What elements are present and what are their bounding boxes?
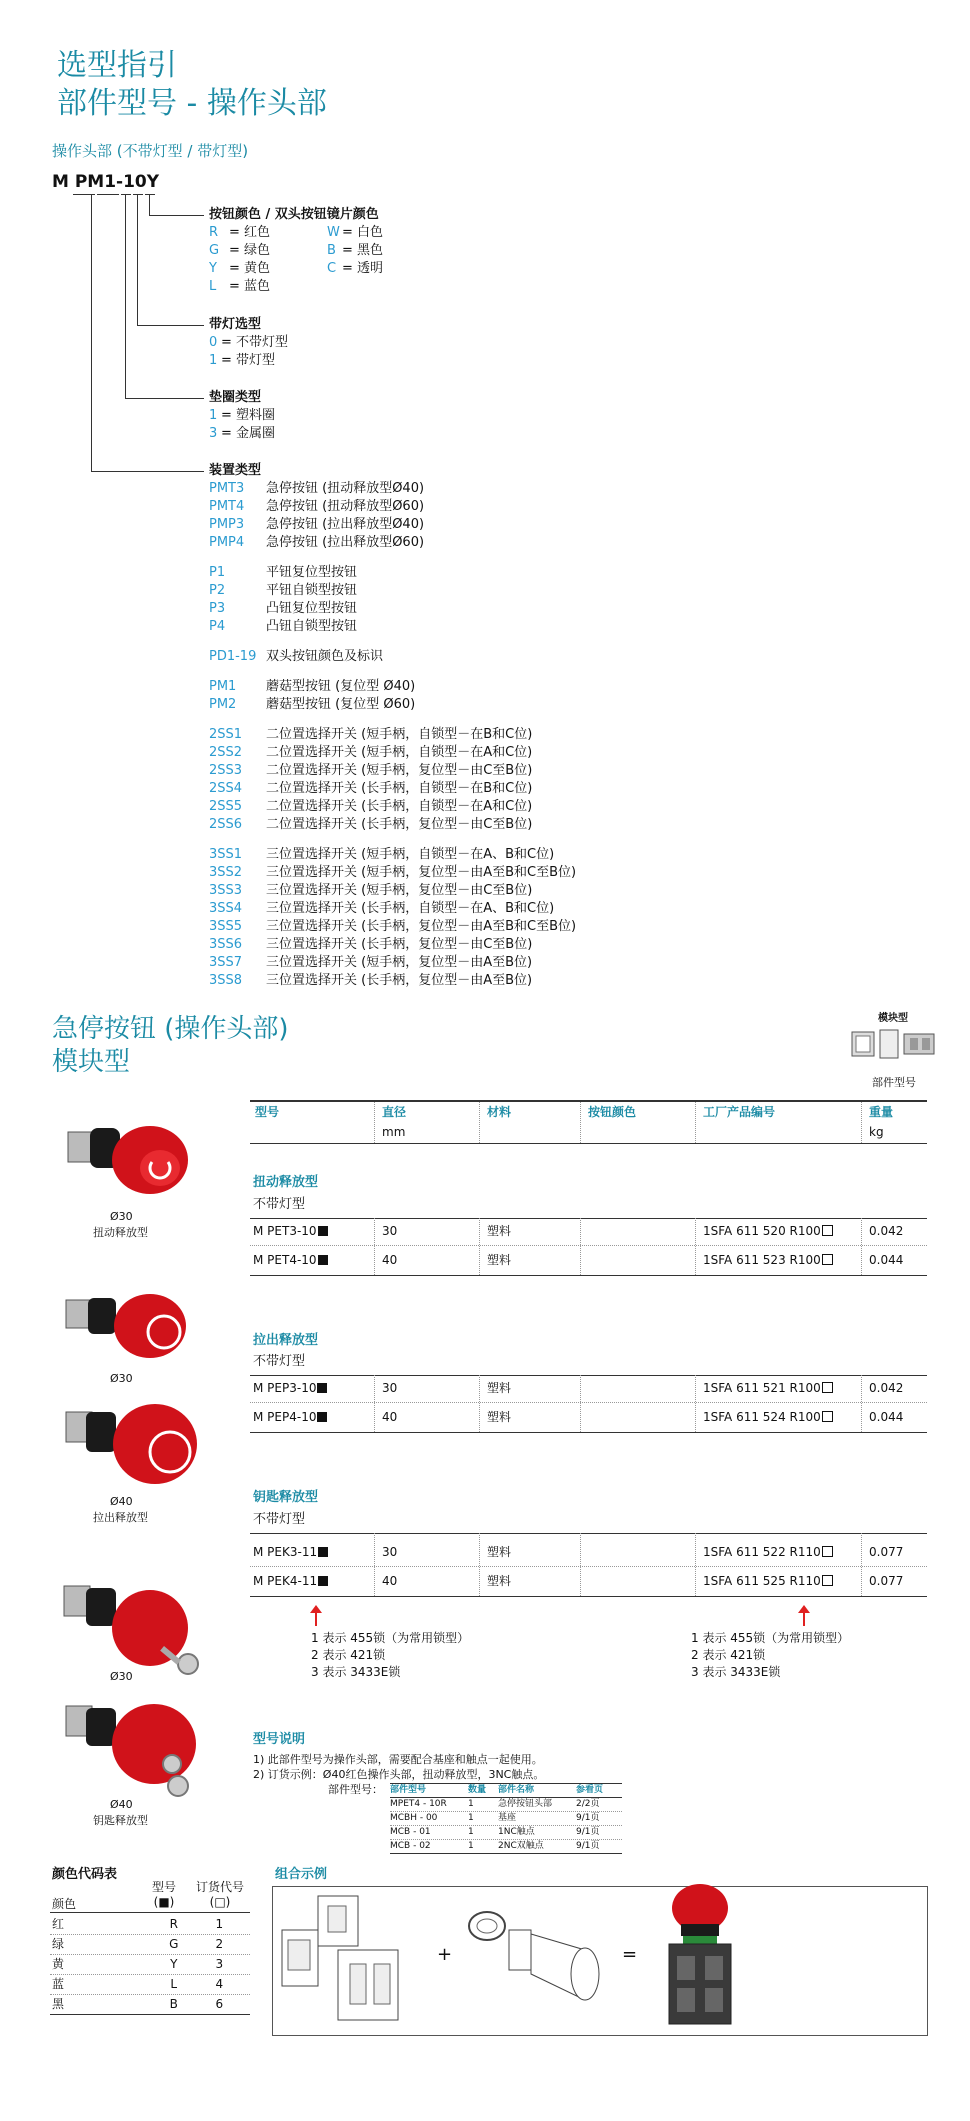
list-item: PMP4 急停按钮 (拉出释放型Ø60) <box>209 535 425 550</box>
section-subtitle: 不带灯型 <box>253 1354 306 1369</box>
col-header: 材料 <box>487 1105 512 1119</box>
page-title-line2: 部件型号 - 操作头部 <box>57 86 327 121</box>
photo-caption-type: 钥匙释放型 <box>93 1814 148 1827</box>
list-item: 3SS6 三位置选择开关 (长手柄，复位型－由C至B位) <box>209 937 533 952</box>
model-code-prefix: M <box>52 172 69 192</box>
color-table-title: 颜色代码表 <box>52 1867 118 1882</box>
col-header: 型号 <box>255 1105 280 1119</box>
list-item: 2SS3 二位置选择开关 (短手柄，复位型－由C至B位) <box>209 763 533 778</box>
col-unit: kg <box>869 1125 884 1139</box>
list-item: P4 凸钮自锁型按钮 <box>209 619 358 634</box>
color-table-col-order: 订货代号 (□) <box>195 1880 244 1909</box>
equals-sign: = <box>622 1944 638 1965</box>
key-release-40-image <box>60 1692 200 1802</box>
section-title: 拉出释放型 <box>253 1333 319 1348</box>
photo-caption-size: Ø40 <box>110 1495 133 1508</box>
photo-caption-size: Ø40 <box>110 1798 133 1811</box>
list-item: 2SS2 二位置选择开关 (短手柄，自锁型－在A和C位) <box>209 745 533 760</box>
table-row: MCB - 01 1 1NC触点 9/1页 <box>390 1826 622 1840</box>
table-row: MCB - 02 1 2NC双触点 9/1页 <box>390 1840 622 1854</box>
pull-release-40-image <box>60 1392 200 1492</box>
list-item: 3SS1 三位置选择开关 (短手柄，自锁型－在A、B和C位) <box>209 847 555 862</box>
module-caption-bottom: 部件型号 <box>872 1076 916 1089</box>
list-item: 3SS5 三位置选择开关 (长手柄，复位型－由A至B和C至B位) <box>209 919 577 934</box>
photo-caption-size: Ø30 <box>110 1372 133 1385</box>
lock-notes-right: 1 表示 455锁（为常用锁型） 2 表示 421锁 3 表示 3433E锁 <box>691 1631 850 1679</box>
base-contacts-image <box>278 1890 418 2030</box>
device-title: 装置类型 <box>209 463 262 478</box>
list-item: P1 平钮复位型按钮 <box>209 565 358 580</box>
model-code <box>52 172 159 192</box>
list-item: 2SS5 二位置选择开关 (长手柄，自锁型－在A和C位) <box>209 799 533 814</box>
list-item: 2SS4 二位置选择开关 (长手柄，自锁型－在B和C位) <box>209 781 533 796</box>
col-header: 工厂产品编号 <box>703 1105 776 1119</box>
col-header: 重量 <box>869 1105 894 1119</box>
arrow-up-icon <box>315 1612 317 1626</box>
list-item: 3SS2 三位置选择开关 (短手柄，复位型－由A至B和C至B位) <box>209 865 577 880</box>
list-item: P2 平钮自锁型按钮 <box>209 583 358 598</box>
list-item: PMP3 急停按钮 (拉出释放型Ø40) <box>209 517 425 532</box>
table-row: MCBH - 00 1 基座 9/1页 <box>390 1812 622 1826</box>
col-header: 按钮颜色 <box>588 1105 637 1119</box>
estop-title: 急停按钮 (操作头部) <box>52 1014 289 1044</box>
section-title: 扭动释放型 <box>253 1175 319 1190</box>
list-item: PD1-19 双头按钮颜色及标识 <box>209 649 384 664</box>
list-item: 3SS8 三位置选择开关 (长手柄，复位型－由A至B位) <box>209 973 533 988</box>
section-subtitle: 不带灯型 <box>253 1512 306 1527</box>
col-header: 直径 <box>382 1105 407 1119</box>
table-row: 黄 Y 3 <box>50 1955 250 1975</box>
list-item: PMT4 急停按钮 (扭动释放型Ø60) <box>209 499 425 514</box>
table-row: 红 R 1 <box>50 1915 250 1935</box>
plus-sign: + <box>437 1944 453 1965</box>
module-caption-top: 模块型 <box>878 1013 908 1024</box>
color-table-col-color: 颜色 <box>52 1897 77 1911</box>
device-list <box>209 480 576 990</box>
list-item: 3SS4 三位置选择开关 (长手柄，自锁型－在A、B和C位) <box>209 901 555 916</box>
estop-subtitle: 模块型 <box>52 1047 131 1077</box>
list-item: PM1 蘑菇型按钮 (复位型 Ø40) <box>209 679 416 694</box>
photo-caption-type: 拉出释放型 <box>93 1511 148 1524</box>
color-title: 按钮颜色 / 双头按钮镜片颜色 <box>209 207 379 222</box>
color-table-col-model: 型号 (■) <box>151 1880 176 1909</box>
ring-title: 垫圈类型 <box>209 390 262 405</box>
page-title-line1: 选型指引 <box>57 48 177 83</box>
model-explain-note2: 2) 订货示例：Ø40红色操作头部，扭动释放型，3NC触点。 <box>253 1768 545 1781</box>
list-item: 3SS7 三位置选择开关 (短手柄，复位型－由A至B位) <box>209 955 533 970</box>
lock-notes-left: 1 表示 455锁（为常用锁型） 2 表示 421锁 3 表示 3433E锁 <box>311 1631 470 1679</box>
model-explain-note1: 1) 此部件型号为操作头部，需要配合基座和触点一起使用。 <box>253 1753 543 1766</box>
photo-caption-size: Ø30 <box>110 1670 133 1683</box>
table-row: MPET4 - 10R 1 急停按钮头部 2/2页 <box>390 1798 622 1812</box>
model-code-main: PM1-10Y <box>74 172 160 192</box>
list-item: P3 凸钮复位型按钮 <box>209 601 358 616</box>
ring-list: 1 = 塑料圈 3 = 金属圈 <box>209 408 276 441</box>
photo-caption-type: 扭动释放型 <box>93 1226 148 1239</box>
key-release-button-image <box>60 1572 200 1682</box>
assembled-estop-image <box>655 1882 745 2032</box>
section-subtitle: 不带灯型 <box>253 1197 306 1212</box>
section-title: 钥匙释放型 <box>253 1490 319 1505</box>
color-list-right: W = 白色 B = 黑色 C = 透明 <box>327 225 384 276</box>
order-example-table: 部件型号 数量 部件名称 参看页 MPET4 - 10R 1 急停按钮头部 2/2页 MCBH - 00 1 基座 9/1页 MCB - 01 1 1NC触点 9/1页 MCB - 02 1 2NC双触点 9/1页 <box>390 1783 622 1854</box>
operator-head-image <box>465 1890 615 2030</box>
table-row: 黑 B 6 <box>50 1995 250 2015</box>
list-item: PM2 蘑菇型按钮 (复位型 Ø60) <box>209 697 416 712</box>
table-row: 绿 G 2 <box>50 1935 250 1955</box>
arrow-up-icon <box>803 1612 805 1626</box>
lamp-list: 0 = 不带灯型 1 = 带灯型 <box>209 335 289 368</box>
twist-release-button-image <box>60 1110 190 1200</box>
model-explain-title: 型号说明 <box>253 1732 306 1747</box>
list-item: 2SS6 二位置选择开关 (长手柄，复位型－由C至B位) <box>209 817 533 832</box>
pull-release-button-image <box>60 1282 190 1367</box>
table-row: 蓝 L 4 <box>50 1975 250 1995</box>
col-unit: mm <box>382 1125 406 1139</box>
list-item: 3SS3 三位置选择开关 (短手柄，复位型－由C至B位) <box>209 883 533 898</box>
list-item: PMT3 急停按钮 (扭动释放型Ø40) <box>209 481 425 496</box>
lamp-title: 带灯选型 <box>209 317 262 332</box>
model-explain-label: 部件型号： <box>328 1783 383 1796</box>
module-illustration <box>850 1028 938 1062</box>
list-item: 2SS1 二位置选择开关 (短手柄，自锁型－在B和C位) <box>209 727 533 742</box>
color-list-left: R = 红色 G = 绿色 Y = 黄色 L = 蓝色 <box>209 225 271 294</box>
photo-caption-size: Ø30 <box>110 1210 133 1223</box>
combo-title: 组合示例 <box>275 1867 328 1882</box>
section-subtitle: 操作头部 (不带灯型 / 带灯型) <box>52 142 249 160</box>
color-table-body <box>50 1915 250 2015</box>
